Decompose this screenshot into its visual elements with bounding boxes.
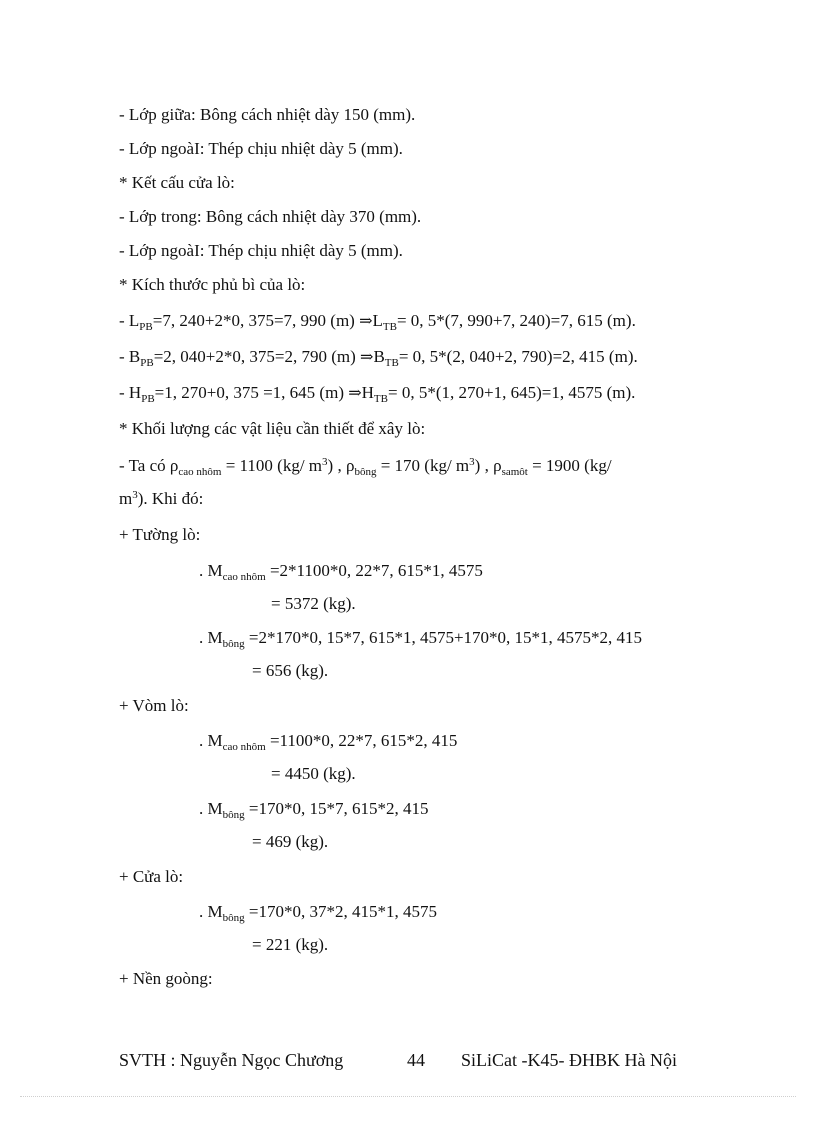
line-door-wool-result: = 221 (kg). [252, 935, 329, 954]
line-material-mass-heading: * Khối lượng các vật liệu cần thiết để xây lò: [119, 419, 426, 438]
line-wall-alumina-result: = 5372 (kg). [271, 594, 356, 613]
line-vault-wool-mass: . $M_{bông} =170*0$, 15*7, 615*2, 415 [199, 799, 429, 821]
line-wall-wool-result: = 656 (kg). [252, 661, 329, 680]
line-width-formula: - $B_{PB}=2$, 040+2*0, 375=2, 790 (m) $\Rightarrow B_{TB}= 0$, 5*(2, 040+2, 790)=2, 415 (m). [119, 347, 638, 369]
implies-arrow-icon: ⇒ [359, 313, 373, 330]
footer-institution: SiLiCat -K45- ĐHBK Hà Nội [461, 1050, 677, 1070]
line-length-formula: - $L_{PB}=7$, 240+2*0, 375=7, 990 (m) $\Rightarrow L_{TB}= 0$, 5*(7, 990+7, 240)=7, 615 (m). [119, 311, 636, 333]
line-vault-heading: + Vòm lò: [119, 696, 189, 715]
line-wall-wool-mass: . $M_{bông} =2*170*0$, 15*7, 615*1, 4575+170*0, 15*1, 4575*2, 415 [199, 628, 643, 650]
line-layer-outer: - Lớp ngoàI: Thép chịu nhiệt dày 5 (mm). [119, 139, 403, 158]
line-door-structure-heading: * Kết cấu cửa lò: [119, 173, 235, 192]
implies-arrow-icon: ⇒ [360, 349, 374, 366]
line-door-layer-inner: - Lớp trong: Bông cách nhiệt dày 370 (mm). [119, 207, 422, 226]
line-door-layer-outer: - Lớp ngoàI: Thép chịu nhiệt dày 5 (mm). [119, 241, 403, 260]
footer-author: SVTH : Nguyễn Ngọc Chương [119, 1050, 344, 1070]
implies-arrow-icon: ⇒ [348, 385, 362, 402]
line-overall-dimensions-heading: * Kích thước phủ bì của lò: [119, 275, 306, 294]
line-densities: - Ta có $\rho_{cao nhôm} = 1100$ (kg/ $m^3$) , $\rho_{bông} = 170$ (kg/ $m^3$) , $\rho_{samôt} = 1900$ (kg/ [119, 456, 612, 478]
line-layer-middle: - Lớp giữa: Bông cách nhiệt dày 150 (mm). [119, 105, 416, 124]
line-wall-alumina-mass: . $M_{cao nhôm} =2*1100*0$, 22*7, 615*1, 4575 [199, 561, 483, 583]
line-vault-wool-result: = 469 (kg). [252, 832, 329, 851]
line-vault-alumina-result: = 4450 (kg). [271, 764, 356, 783]
line-door-wool-mass: . $M_{bông} =170*0$, 37*2, 415*1, 4575 [199, 902, 437, 924]
footer-page-number: 44 [407, 1050, 425, 1070]
line-door-heading: + Cửa lò: [119, 867, 184, 886]
line-wall-heading: + Tường lò: [119, 525, 201, 544]
page-bottom-divider [20, 1096, 796, 1097]
line-car-floor-heading: + Nền goòng: [119, 969, 213, 988]
line-densities-continued: $m^3$). Khi đó: [119, 489, 204, 508]
line-vault-alumina-mass: . $M_{cao nhôm} =1100*0$, 22*7, 615*2, 415 [199, 731, 458, 753]
line-height-formula: - $H_{PB}=1$, 270+0, 375 =1, 645 (m) $\Rightarrow H_{TB}= 0$, 5*(1, 270+1, 645)=1, 4575 (m). [119, 383, 636, 405]
